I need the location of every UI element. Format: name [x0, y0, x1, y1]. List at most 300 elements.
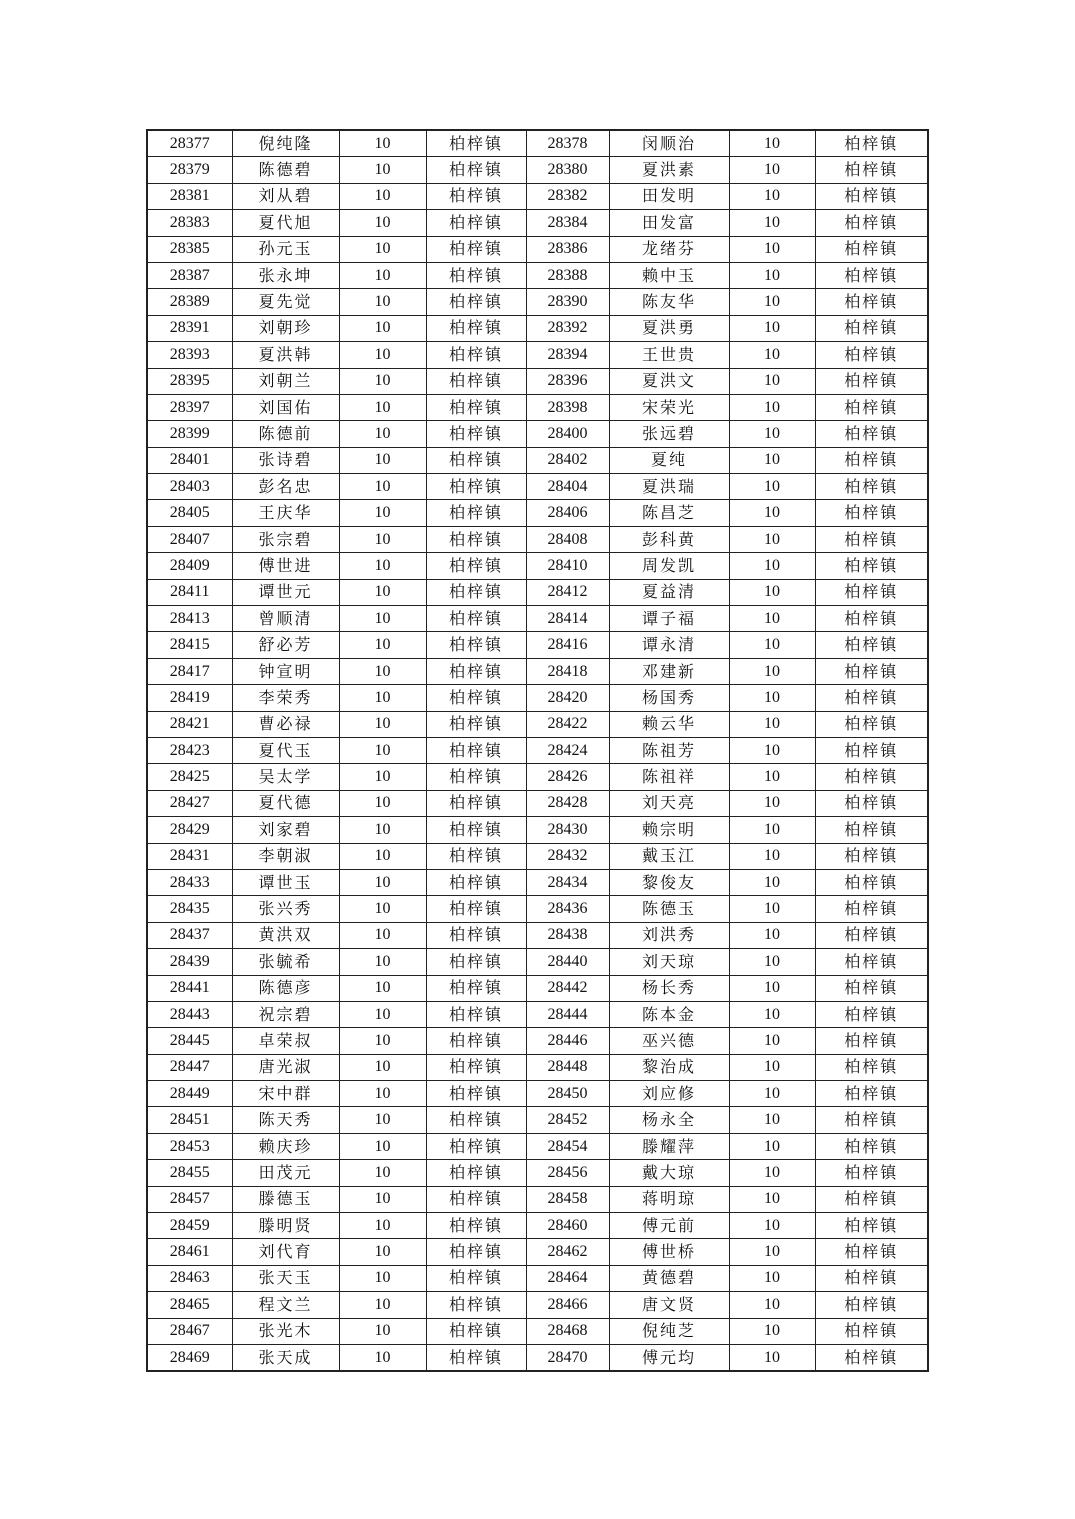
- right-person-name-cell: 陈祖祥: [609, 764, 729, 790]
- left-town-cell: 柏梓镇: [426, 553, 526, 579]
- right-amount-cell: 10: [729, 342, 815, 368]
- right-town-cell: 柏梓镇: [815, 500, 928, 526]
- right-town-cell: 柏梓镇: [815, 315, 928, 341]
- right-town-cell: 柏梓镇: [815, 949, 928, 975]
- left-town-cell: 柏梓镇: [426, 1239, 526, 1265]
- right-person-name-cell: 周发凯: [609, 553, 729, 579]
- left-town-cell: 柏梓镇: [426, 1001, 526, 1027]
- right-town-cell: 柏梓镇: [815, 764, 928, 790]
- left-amount-cell: 10: [339, 262, 426, 288]
- right-amount-cell: 10: [729, 1318, 815, 1344]
- right-person-name-cell: 夏洪文: [609, 368, 729, 394]
- right-person-name-cell: 黄德碧: [609, 1265, 729, 1291]
- left-amount-cell: 10: [339, 790, 426, 816]
- right-town-cell: 柏梓镇: [815, 632, 928, 658]
- right-record-id-cell: 28424: [526, 737, 609, 763]
- table-row: [147, 157, 928, 183]
- right-person-name-cell: 夏洪瑞: [609, 474, 729, 500]
- left-town-cell: 柏梓镇: [426, 130, 526, 157]
- right-person-name-cell: 赖中玉: [609, 262, 729, 288]
- left-person-name-cell: 唐光淑: [232, 1054, 339, 1080]
- right-record-id-cell: 28436: [526, 896, 609, 922]
- left-record-id-cell: 28425: [147, 764, 232, 790]
- left-amount-cell: 10: [339, 922, 426, 948]
- left-town-cell: 柏梓镇: [426, 1160, 526, 1186]
- right-town-cell: 柏梓镇: [815, 843, 928, 869]
- right-amount-cell: 10: [729, 289, 815, 315]
- left-amount-cell: 10: [339, 764, 426, 790]
- left-amount-cell: 10: [339, 157, 426, 183]
- right-amount-cell: 10: [729, 790, 815, 816]
- right-town-cell: 柏梓镇: [815, 262, 928, 288]
- right-person-name-cell: 陈昌芝: [609, 500, 729, 526]
- left-person-name-cell: 祝宗碧: [232, 1001, 339, 1027]
- left-amount-cell: 10: [339, 342, 426, 368]
- right-amount-cell: 10: [729, 526, 815, 552]
- left-town-cell: 柏梓镇: [426, 500, 526, 526]
- right-town-cell: 柏梓镇: [815, 922, 928, 948]
- left-town-cell: 柏梓镇: [426, 711, 526, 737]
- left-amount-cell: 10: [339, 1265, 426, 1291]
- left-person-name-cell: 刘朝珍: [232, 315, 339, 341]
- right-record-id-cell: 28410: [526, 553, 609, 579]
- left-record-id-cell: 28429: [147, 817, 232, 843]
- right-person-name-cell: 黎治成: [609, 1054, 729, 1080]
- left-amount-cell: 10: [339, 1160, 426, 1186]
- left-record-id-cell: 28401: [147, 447, 232, 473]
- right-amount-cell: 10: [729, 500, 815, 526]
- left-person-name-cell: 刘代育: [232, 1239, 339, 1265]
- left-record-id-cell: 28407: [147, 526, 232, 552]
- left-town-cell: 柏梓镇: [426, 447, 526, 473]
- right-person-name-cell: 傅元均: [609, 1344, 729, 1371]
- left-record-id-cell: 28431: [147, 843, 232, 869]
- right-person-name-cell: 闵顺治: [609, 130, 729, 157]
- right-record-id-cell: 28450: [526, 1081, 609, 1107]
- left-town-cell: 柏梓镇: [426, 262, 526, 288]
- right-person-name-cell: 蒋明琼: [609, 1186, 729, 1212]
- left-record-id-cell: 28385: [147, 236, 232, 262]
- right-amount-cell: 10: [729, 975, 815, 1001]
- left-person-name-cell: 李朝淑: [232, 843, 339, 869]
- right-record-id-cell: 28422: [526, 711, 609, 737]
- left-town-cell: 柏梓镇: [426, 737, 526, 763]
- left-town-cell: 柏梓镇: [426, 922, 526, 948]
- right-town-cell: 柏梓镇: [815, 421, 928, 447]
- left-amount-cell: 10: [339, 606, 426, 632]
- left-person-name-cell: 夏先觉: [232, 289, 339, 315]
- right-record-id-cell: 28408: [526, 526, 609, 552]
- table-row: [147, 262, 928, 288]
- table-row: [147, 922, 928, 948]
- left-amount-cell: 10: [339, 975, 426, 1001]
- left-town-cell: 柏梓镇: [426, 1213, 526, 1239]
- right-amount-cell: 10: [729, 421, 815, 447]
- left-person-name-cell: 孙元玉: [232, 236, 339, 262]
- table-row: [147, 843, 928, 869]
- left-town-cell: 柏梓镇: [426, 817, 526, 843]
- left-record-id-cell: 28421: [147, 711, 232, 737]
- left-amount-cell: 10: [339, 130, 426, 157]
- right-town-cell: 柏梓镇: [815, 1239, 928, 1265]
- left-town-cell: 柏梓镇: [426, 632, 526, 658]
- table-row: [147, 1265, 928, 1291]
- table-row: [147, 949, 928, 975]
- right-amount-cell: 10: [729, 1239, 815, 1265]
- left-amount-cell: 10: [339, 183, 426, 209]
- right-town-cell: 柏梓镇: [815, 1001, 928, 1027]
- left-record-id-cell: 28427: [147, 790, 232, 816]
- left-record-id-cell: 28445: [147, 1028, 232, 1054]
- left-amount-cell: 10: [339, 1239, 426, 1265]
- left-person-name-cell: 谭世元: [232, 579, 339, 605]
- table-row: [147, 1213, 928, 1239]
- left-person-name-cell: 彭名忠: [232, 474, 339, 500]
- left-person-name-cell: 王庆华: [232, 500, 339, 526]
- left-amount-cell: 10: [339, 1292, 426, 1318]
- right-person-name-cell: 戴大琼: [609, 1160, 729, 1186]
- table-row: [147, 1186, 928, 1212]
- left-amount-cell: 10: [339, 1133, 426, 1159]
- left-town-cell: 柏梓镇: [426, 1318, 526, 1344]
- right-amount-cell: 10: [729, 922, 815, 948]
- right-amount-cell: 10: [729, 1028, 815, 1054]
- right-person-name-cell: 王世贵: [609, 342, 729, 368]
- right-town-cell: 柏梓镇: [815, 1028, 928, 1054]
- left-person-name-cell: 刘国佑: [232, 394, 339, 420]
- table-row: [147, 975, 928, 1001]
- left-amount-cell: 10: [339, 447, 426, 473]
- right-amount-cell: 10: [729, 711, 815, 737]
- table-row: [147, 526, 928, 552]
- left-amount-cell: 10: [339, 1107, 426, 1133]
- right-town-cell: 柏梓镇: [815, 130, 928, 157]
- left-town-cell: 柏梓镇: [426, 526, 526, 552]
- right-record-id-cell: 28386: [526, 236, 609, 262]
- right-town-cell: 柏梓镇: [815, 1344, 928, 1371]
- left-record-id-cell: 28405: [147, 500, 232, 526]
- right-amount-cell: 10: [729, 210, 815, 236]
- right-record-id-cell: 28432: [526, 843, 609, 869]
- table-row: [147, 817, 928, 843]
- right-person-name-cell: 宋荣光: [609, 394, 729, 420]
- left-record-id-cell: 28437: [147, 922, 232, 948]
- right-record-id-cell: 28430: [526, 817, 609, 843]
- table-row: [147, 579, 928, 605]
- left-record-id-cell: 28393: [147, 342, 232, 368]
- left-record-id-cell: 28443: [147, 1001, 232, 1027]
- right-record-id-cell: 28388: [526, 262, 609, 288]
- left-amount-cell: 10: [339, 1028, 426, 1054]
- right-person-name-cell: 傅世桥: [609, 1239, 729, 1265]
- left-amount-cell: 10: [339, 1001, 426, 1027]
- left-record-id-cell: 28455: [147, 1160, 232, 1186]
- right-person-name-cell: 刘天亮: [609, 790, 729, 816]
- right-amount-cell: 10: [729, 1213, 815, 1239]
- table-row: [147, 632, 928, 658]
- table-row: [147, 711, 928, 737]
- left-record-id-cell: 28413: [147, 606, 232, 632]
- left-record-id-cell: 28435: [147, 896, 232, 922]
- right-town-cell: 柏梓镇: [815, 817, 928, 843]
- left-person-name-cell: 李荣秀: [232, 685, 339, 711]
- left-person-name-cell: 赖庆珍: [232, 1133, 339, 1159]
- table-row: [147, 658, 928, 684]
- left-person-name-cell: 陈德彦: [232, 975, 339, 1001]
- left-town-cell: 柏梓镇: [426, 869, 526, 895]
- left-person-name-cell: 曾顺清: [232, 606, 339, 632]
- right-amount-cell: 10: [729, 157, 815, 183]
- left-person-name-cell: 曹必禄: [232, 711, 339, 737]
- left-record-id-cell: 28447: [147, 1054, 232, 1080]
- right-amount-cell: 10: [729, 1054, 815, 1080]
- left-record-id-cell: 28439: [147, 949, 232, 975]
- right-record-id-cell: 28426: [526, 764, 609, 790]
- right-town-cell: 柏梓镇: [815, 394, 928, 420]
- right-amount-cell: 10: [729, 579, 815, 605]
- left-amount-cell: 10: [339, 869, 426, 895]
- left-record-id-cell: 28441: [147, 975, 232, 1001]
- left-record-id-cell: 28459: [147, 1213, 232, 1239]
- table-row: [147, 1054, 928, 1080]
- right-record-id-cell: 28454: [526, 1133, 609, 1159]
- right-record-id-cell: 28406: [526, 500, 609, 526]
- right-person-name-cell: 田发明: [609, 183, 729, 209]
- table-row: [147, 1239, 928, 1265]
- right-town-cell: 柏梓镇: [815, 975, 928, 1001]
- roster-body: [147, 130, 928, 1371]
- right-amount-cell: 10: [729, 1001, 815, 1027]
- left-person-name-cell: 程文兰: [232, 1292, 339, 1318]
- left-amount-cell: 10: [339, 579, 426, 605]
- left-town-cell: 柏梓镇: [426, 685, 526, 711]
- right-record-id-cell: 28448: [526, 1054, 609, 1080]
- right-person-name-cell: 杨永全: [609, 1107, 729, 1133]
- left-town-cell: 柏梓镇: [426, 183, 526, 209]
- left-record-id-cell: 28395: [147, 368, 232, 394]
- right-record-id-cell: 28438: [526, 922, 609, 948]
- right-record-id-cell: 28446: [526, 1028, 609, 1054]
- left-person-name-cell: 张诗碧: [232, 447, 339, 473]
- table-row: [147, 447, 928, 473]
- table-row: [147, 869, 928, 895]
- left-amount-cell: 10: [339, 210, 426, 236]
- right-amount-cell: 10: [729, 1133, 815, 1159]
- right-amount-cell: 10: [729, 1160, 815, 1186]
- left-record-id-cell: 28419: [147, 685, 232, 711]
- left-person-name-cell: 夏代旭: [232, 210, 339, 236]
- left-record-id-cell: 28391: [147, 315, 232, 341]
- right-record-id-cell: 28442: [526, 975, 609, 1001]
- left-amount-cell: 10: [339, 632, 426, 658]
- right-record-id-cell: 28392: [526, 315, 609, 341]
- right-record-id-cell: 28458: [526, 1186, 609, 1212]
- right-town-cell: 柏梓镇: [815, 1318, 928, 1344]
- table-row: [147, 1028, 928, 1054]
- left-amount-cell: 10: [339, 896, 426, 922]
- left-amount-cell: 10: [339, 737, 426, 763]
- left-record-id-cell: 28381: [147, 183, 232, 209]
- right-amount-cell: 10: [729, 236, 815, 262]
- left-person-name-cell: 张永坤: [232, 262, 339, 288]
- right-person-name-cell: 彭科黄: [609, 526, 729, 552]
- right-town-cell: 柏梓镇: [815, 1133, 928, 1159]
- left-record-id-cell: 28411: [147, 579, 232, 605]
- table-row: [147, 236, 928, 262]
- left-person-name-cell: 夏代玉: [232, 737, 339, 763]
- right-amount-cell: 10: [729, 737, 815, 763]
- left-person-name-cell: 张毓希: [232, 949, 339, 975]
- roster-table: [146, 129, 929, 1372]
- left-person-name-cell: 刘朝兰: [232, 368, 339, 394]
- left-town-cell: 柏梓镇: [426, 1081, 526, 1107]
- table-row: [147, 130, 928, 157]
- right-person-name-cell: 赖宗明: [609, 817, 729, 843]
- left-record-id-cell: 28377: [147, 130, 232, 157]
- right-amount-cell: 10: [729, 817, 815, 843]
- left-person-name-cell: 谭世玉: [232, 869, 339, 895]
- left-person-name-cell: 滕明贤: [232, 1213, 339, 1239]
- right-person-name-cell: 黎俊友: [609, 869, 729, 895]
- right-town-cell: 柏梓镇: [815, 658, 928, 684]
- left-amount-cell: 10: [339, 1344, 426, 1371]
- right-record-id-cell: 28470: [526, 1344, 609, 1371]
- left-amount-cell: 10: [339, 368, 426, 394]
- right-amount-cell: 10: [729, 685, 815, 711]
- right-person-name-cell: 龙绪芬: [609, 236, 729, 262]
- right-record-id-cell: 28380: [526, 157, 609, 183]
- right-record-id-cell: 28396: [526, 368, 609, 394]
- right-town-cell: 柏梓镇: [815, 1265, 928, 1291]
- right-record-id-cell: 28440: [526, 949, 609, 975]
- left-person-name-cell: 陈德前: [232, 421, 339, 447]
- right-town-cell: 柏梓镇: [815, 896, 928, 922]
- right-town-cell: 柏梓镇: [815, 342, 928, 368]
- left-person-name-cell: 宋中群: [232, 1081, 339, 1107]
- right-town-cell: 柏梓镇: [815, 869, 928, 895]
- table-row: [147, 1081, 928, 1107]
- right-town-cell: 柏梓镇: [815, 737, 928, 763]
- right-town-cell: 柏梓镇: [815, 526, 928, 552]
- left-amount-cell: 10: [339, 1213, 426, 1239]
- left-record-id-cell: 28399: [147, 421, 232, 447]
- right-record-id-cell: 28420: [526, 685, 609, 711]
- right-record-id-cell: 28464: [526, 1265, 609, 1291]
- left-amount-cell: 10: [339, 526, 426, 552]
- right-person-name-cell: 刘洪秀: [609, 922, 729, 948]
- right-person-name-cell: 谭子福: [609, 606, 729, 632]
- left-town-cell: 柏梓镇: [426, 790, 526, 816]
- left-person-name-cell: 陈天秀: [232, 1107, 339, 1133]
- right-record-id-cell: 28428: [526, 790, 609, 816]
- right-amount-cell: 10: [729, 1186, 815, 1212]
- right-person-name-cell: 傅元前: [609, 1213, 729, 1239]
- right-person-name-cell: 夏纯: [609, 447, 729, 473]
- right-town-cell: 柏梓镇: [815, 685, 928, 711]
- left-town-cell: 柏梓镇: [426, 975, 526, 1001]
- right-person-name-cell: 谭永清: [609, 632, 729, 658]
- table-row: [147, 685, 928, 711]
- right-town-cell: 柏梓镇: [815, 157, 928, 183]
- right-record-id-cell: 28400: [526, 421, 609, 447]
- left-amount-cell: 10: [339, 949, 426, 975]
- left-record-id-cell: 28469: [147, 1344, 232, 1371]
- table-row: [147, 342, 928, 368]
- left-town-cell: 柏梓镇: [426, 1054, 526, 1080]
- left-town-cell: 柏梓镇: [426, 1028, 526, 1054]
- left-person-name-cell: 舒必芳: [232, 632, 339, 658]
- left-person-name-cell: 陈德碧: [232, 157, 339, 183]
- right-amount-cell: 10: [729, 869, 815, 895]
- right-person-name-cell: 陈本金: [609, 1001, 729, 1027]
- left-record-id-cell: 28383: [147, 210, 232, 236]
- left-person-name-cell: 田茂元: [232, 1160, 339, 1186]
- left-town-cell: 柏梓镇: [426, 342, 526, 368]
- left-record-id-cell: 28417: [147, 658, 232, 684]
- left-town-cell: 柏梓镇: [426, 579, 526, 605]
- left-amount-cell: 10: [339, 236, 426, 262]
- table-row: [147, 896, 928, 922]
- right-town-cell: 柏梓镇: [815, 368, 928, 394]
- right-person-name-cell: 唐文贤: [609, 1292, 729, 1318]
- right-amount-cell: 10: [729, 1292, 815, 1318]
- right-person-name-cell: 张远碧: [609, 421, 729, 447]
- left-record-id-cell: 28409: [147, 553, 232, 579]
- right-town-cell: 柏梓镇: [815, 447, 928, 473]
- left-record-id-cell: 28397: [147, 394, 232, 420]
- left-town-cell: 柏梓镇: [426, 394, 526, 420]
- right-record-id-cell: 28416: [526, 632, 609, 658]
- left-person-name-cell: 倪纯隆: [232, 130, 339, 157]
- table-row: [147, 1133, 928, 1159]
- right-town-cell: 柏梓镇: [815, 606, 928, 632]
- right-amount-cell: 10: [729, 262, 815, 288]
- right-record-id-cell: 28452: [526, 1107, 609, 1133]
- left-person-name-cell: 卓荣叔: [232, 1028, 339, 1054]
- table-row: [147, 737, 928, 763]
- right-amount-cell: 10: [729, 474, 815, 500]
- right-amount-cell: 10: [729, 896, 815, 922]
- right-person-name-cell: 杨长秀: [609, 975, 729, 1001]
- table-row: [147, 1107, 928, 1133]
- left-record-id-cell: 28449: [147, 1081, 232, 1107]
- right-town-cell: 柏梓镇: [815, 711, 928, 737]
- right-record-id-cell: 28378: [526, 130, 609, 157]
- table-row: [147, 790, 928, 816]
- right-person-name-cell: 陈祖芳: [609, 737, 729, 763]
- left-record-id-cell: 28379: [147, 157, 232, 183]
- right-record-id-cell: 28460: [526, 1213, 609, 1239]
- left-record-id-cell: 28423: [147, 737, 232, 763]
- left-amount-cell: 10: [339, 289, 426, 315]
- left-town-cell: 柏梓镇: [426, 1265, 526, 1291]
- left-town-cell: 柏梓镇: [426, 210, 526, 236]
- left-amount-cell: 10: [339, 1186, 426, 1212]
- right-record-id-cell: 28412: [526, 579, 609, 605]
- right-person-name-cell: 夏益清: [609, 579, 729, 605]
- left-town-cell: 柏梓镇: [426, 157, 526, 183]
- right-town-cell: 柏梓镇: [815, 1186, 928, 1212]
- left-record-id-cell: 28387: [147, 262, 232, 288]
- left-person-name-cell: 张宗碧: [232, 526, 339, 552]
- right-record-id-cell: 28384: [526, 210, 609, 236]
- right-record-id-cell: 28466: [526, 1292, 609, 1318]
- left-amount-cell: 10: [339, 394, 426, 420]
- left-town-cell: 柏梓镇: [426, 606, 526, 632]
- right-amount-cell: 10: [729, 183, 815, 209]
- left-town-cell: 柏梓镇: [426, 1107, 526, 1133]
- right-record-id-cell: 28462: [526, 1239, 609, 1265]
